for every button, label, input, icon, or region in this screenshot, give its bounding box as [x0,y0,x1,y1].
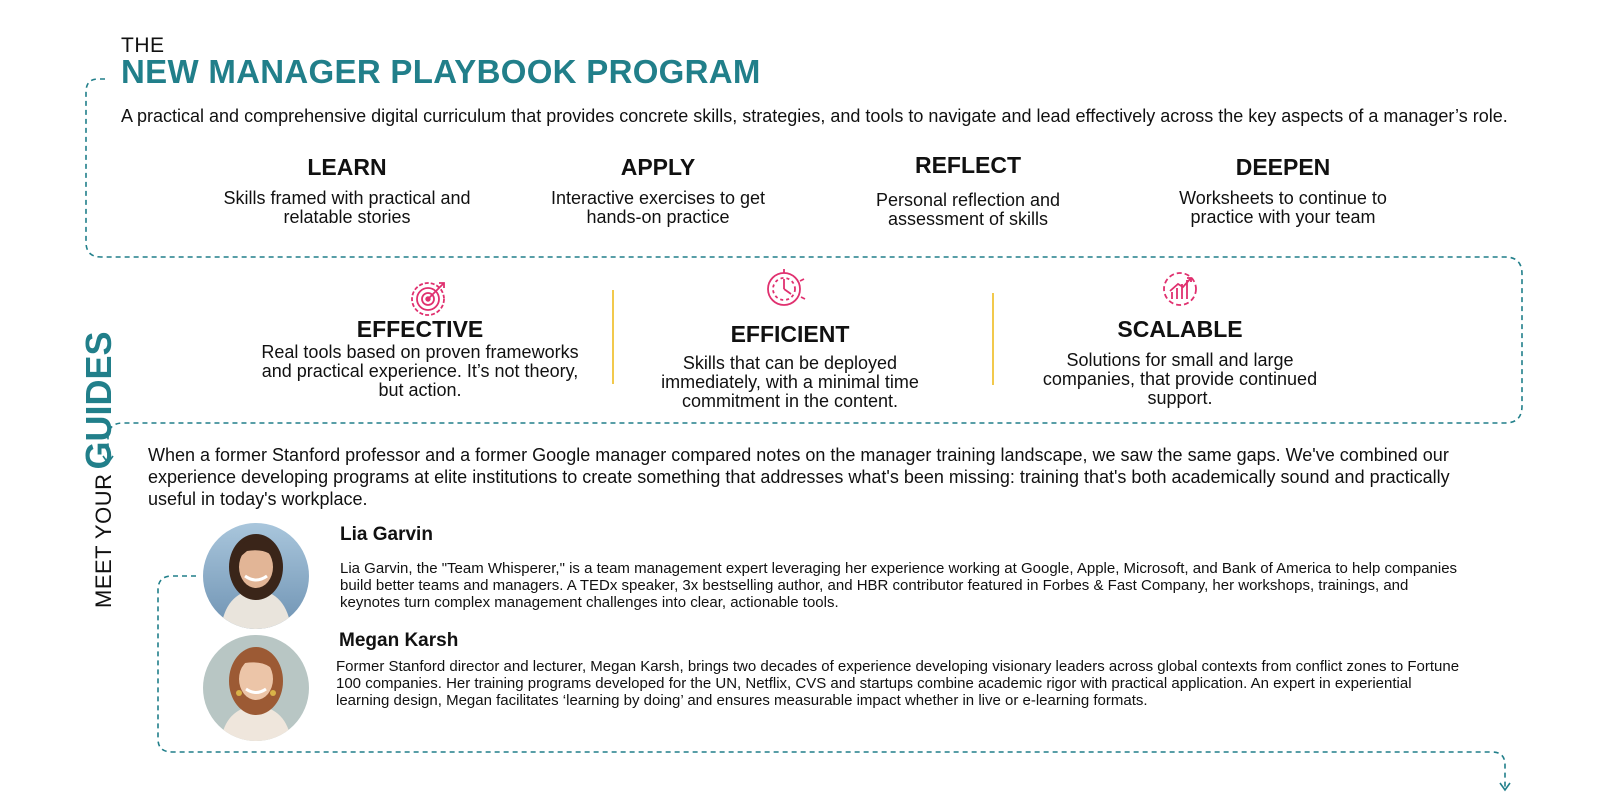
benefit-description: Skills that can be deployed immediately, with a minimal time commitment in the content. [661,353,919,411]
program-title: NEW MANAGER PLAYBOOK PROGRAM [121,53,761,90]
guide-name: Lia Garvin [340,524,433,545]
benefit-description: Solutions for small and large companies, that provide continued support. [1042,350,1318,408]
guides-story: When a former Stanford professor and a former Google manager compared notes on the manager training landscape, we saw the same gaps. We've combined our experience developing programs at elite institutions to create something that addresses what's been missing: training that's both academically sound and practically useful in today's workplace. [148,445,1450,509]
guide-bio: Lia Garvin, the "Team Whisperer," is a team management expert leveraging her experience working at Google, Apple, Microsoft, and Bank of America to help companies build better teams and managers. A TEDx speaker, 3x bestselling author, and HBR contributor featured in Forbes & Fast Company, her workshops, trainings, and keynotes turn complex management challenges into clear, actionable tools. [340,560,1458,611]
step-description: Worksheets to continue to practice with your team [1179,188,1387,227]
benefit-title: SCALABLE [1117,316,1243,342]
step-description: Interactive exercises to get hands-on practice [550,188,766,227]
step-title: APPLY [620,154,696,180]
avatar-megan-karsh [203,635,309,741]
step-description: Skills framed with practical and relatable stories [223,188,471,227]
clock-gear-icon [763,267,807,316]
step-reflect [838,152,1098,229]
step-title: DEEPEN [1235,154,1331,180]
guide-bio: Former Stanford director and lecturer, Megan Karsh, brings two decades of experience developing visionary leaders across global contexts from conflict zones to Fortune 100 companies. Her training programs developed for the UN, Netflix, CVS and startups combine academic rigor with practical application. An expert in experiential learning design, Megan facilitates ‘learning by doing’ and ensures measurable impact whether in live or e-learning formats. [336,658,1460,709]
growth-chart-gear-icon [1158,267,1202,316]
step-description: Personal reflection and assessment of skills [875,190,1061,229]
meet-your-label: MEET YOUR [91,473,116,608]
guides-label: GUIDES [78,331,119,470]
program-eyebrow: THE [121,34,165,57]
guide-name: Megan Karsh [339,630,459,651]
avatar-lia-garvin [203,523,309,629]
step-title: REFLECT [914,152,1022,178]
separator [992,293,994,385]
meet-your-guides-label [78,331,120,608]
separator [612,290,614,384]
step-title: LEARN [307,154,387,180]
benefit-efficient [640,321,940,411]
benefit-description: Real tools based on proven frameworks and practical experience. It’s not theory, but action. [261,342,579,400]
benefit-effective [254,316,586,400]
program-intro: A practical and comprehensive digital curriculum that provides concrete skills, strategies, and tools to navigate and lead effectively across the key aspects of a manager’s role. [121,106,1508,126]
step-learn [217,154,477,227]
benefit-scalable [1020,316,1340,408]
step-deepen [1153,154,1413,227]
benefit-title: EFFICIENT [730,321,850,347]
step-apply [528,154,788,227]
benefit-title: EFFECTIVE [356,316,484,342]
